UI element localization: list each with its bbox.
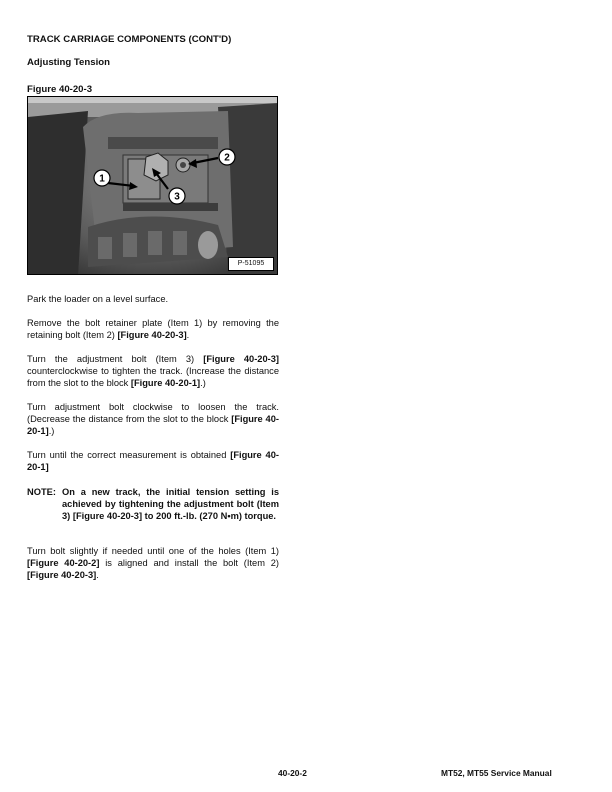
section-title: TRACK CARRIAGE COMPONENTS (CONT'D) [27,34,232,45]
callout-2 [219,149,235,165]
step-measure: Turn until the correct measurement is obtained [Figure 40-20-1] [27,450,279,472]
manual-title: MT52, MT55 Service Manual [441,768,552,778]
step-turn-clockwise: Turn adjustment bolt clockwise to loosen the track. (Decrease the distance from the slot to the block [Figure 40-20-1].) [27,402,279,436]
page-number: 40-20-2 [278,768,307,778]
note-text: On a new track, the initial tension setting is achieved by tightening the adjustment bolt (Item 3) [Figure 40-20-3] to 200 ft.-lb. (270 N•m) torque. [62,487,279,521]
photo-illustration [28,97,278,275]
note-block [27,486,279,522]
step-turn-counterclockwise: Turn the adjustment bolt (Item 3) [Figure 40-20-3] counterclockwise to tighten the track. (Increase the distance from the slot to the block [Figure 40-20-1].) [27,354,279,388]
figure-title: Figure 40-20-3 [27,84,93,95]
step-align-install: Turn bolt slightly if needed until one of the holes (Item 1) [Figure 40-20-2] is aligned and install the bolt (Item 2) [Figure 40-20-3]. [27,546,280,580]
callout-1 [94,170,110,186]
callout-3 [169,188,185,204]
photo-number: P-51095 [228,257,274,271]
callout-label-1: 1 [99,173,105,185]
step-remove-plate: Remove the bolt retainer plate (Item 1) by removing the retaining bolt (Item 2) [Figure 40-20-3]. [27,318,279,340]
note-label: NOTE: [27,487,56,497]
callout-label-2: 2 [224,152,230,164]
subtitle: Adjusting Tension [27,57,110,68]
figure-photo [27,96,278,275]
callout-label-3: 3 [174,191,180,203]
step-park: Park the loader on a level surface. [27,294,169,304]
